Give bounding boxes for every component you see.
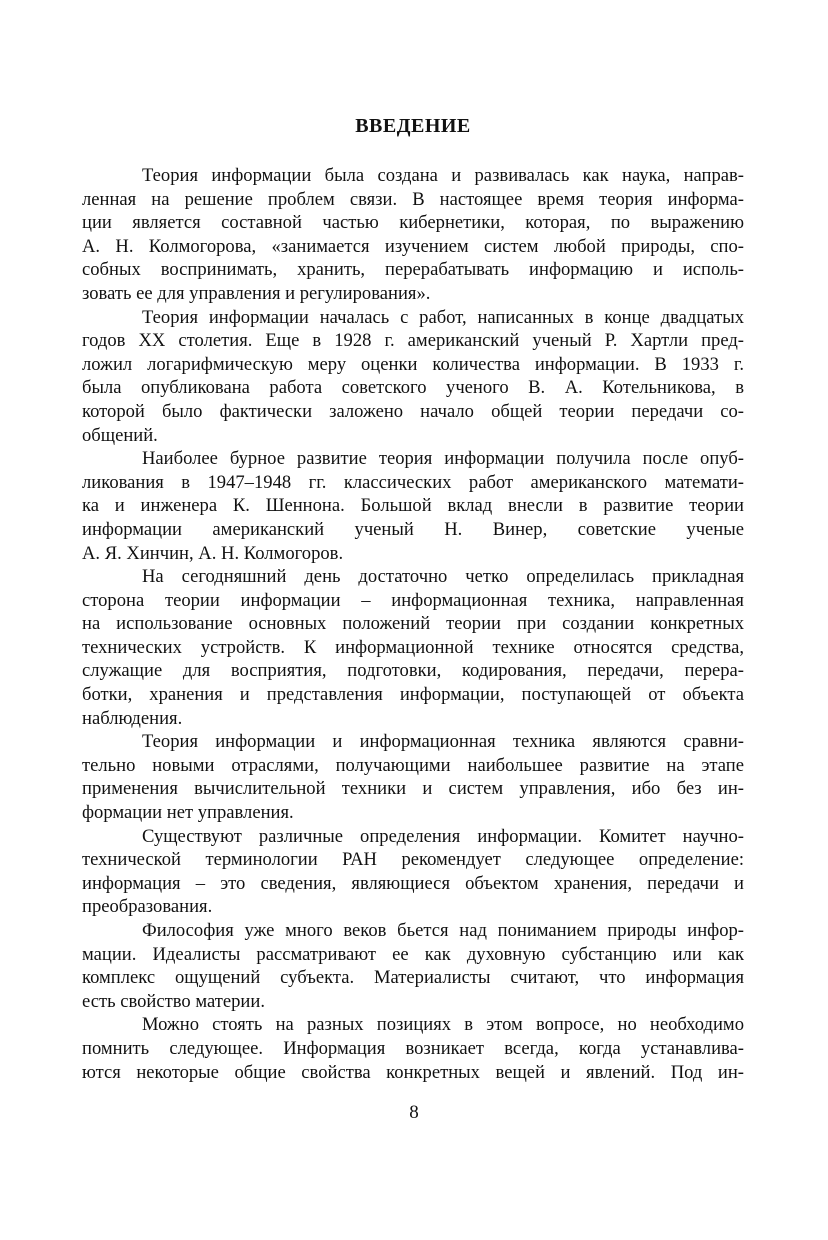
- text-line: информация – это сведения, являющиеся объектом хранения, передачи и: [82, 872, 744, 894]
- text-line: формации нет управления.: [82, 802, 294, 824]
- text-line: общений.: [82, 424, 158, 446]
- page-body: [82, 112, 744, 1084]
- text-line: Наиболее бурное развитие теория информации получила после опуб-: [142, 448, 744, 470]
- text-line: наблюдения.: [82, 707, 183, 729]
- paragraph: [82, 565, 744, 730]
- text-line: сторона теории информации – информационная техника, направленная: [82, 589, 744, 611]
- text-line: ложил логарифмическую меру оценки количества информации. В 1933 г.: [82, 353, 744, 375]
- page-title: ВВЕДЕНИЕ: [355, 115, 471, 137]
- paragraph: [82, 1013, 744, 1084]
- text-line: преобразования.: [82, 896, 213, 918]
- text-line: Теория информации и информационная техника являются сравни-: [142, 731, 744, 753]
- text-body: [82, 164, 744, 1084]
- paragraph: [82, 306, 744, 448]
- text-line: На сегодняшний день достаточно четко определилась прикладная: [142, 566, 744, 588]
- text-line: Можно стоять на разных позициях в этом вопросе, но необходимо: [142, 1014, 744, 1036]
- text-line: зовать ее для управления и регулирования».: [82, 282, 431, 304]
- text-line: комплекс ощущений субъекта. Материалисты считают, что информация: [82, 967, 744, 989]
- text-line: информации американский ученый Н. Винер, советские ученые: [82, 518, 744, 540]
- text-line: технической терминологии РАН рекомендует следующее определение:: [82, 849, 744, 871]
- text-line: тельно новыми отраслями, получающими наибольшее развитие на этапе: [82, 754, 744, 776]
- text-line: Теория информации была создана и развивалась как наука, направ-: [142, 165, 744, 186]
- text-line: ликования в 1947–1948 гг. классических работ американского математи-: [82, 471, 744, 493]
- paragraph: [82, 825, 744, 919]
- text-line: ются некоторые общие свойства конкретных вещей и явлений. Под ин-: [82, 1061, 744, 1083]
- text-line: помнить следующее. Информация возникает всегда, когда устанавлива-: [82, 1037, 744, 1059]
- text-line: Философия уже много веков бьется над пониманием природы инфор-: [142, 920, 744, 941]
- text-line: была опубликована работа советского ученого В. А. Котельникова, в: [82, 377, 744, 399]
- text-line: ленная на решение проблем связи. В настоящее время теория информа-: [82, 188, 744, 210]
- text-line: А. Я. Хинчин, А. Н. Колмогоров.: [82, 542, 344, 564]
- text-line: есть свойство материи.: [82, 990, 265, 1012]
- text-line: служащие для восприятия, подготовки, кодирования, передачи, перера-: [82, 660, 744, 682]
- text-line: Существуют различные определения информации. Комитет научно-: [142, 825, 744, 847]
- text-line: ботки, хранения и представления информации, поступающей от объекта: [82, 684, 744, 706]
- paragraph: [82, 919, 744, 1013]
- text-line: собных воспринимать, хранить, перерабатывать информацию и исполь-: [82, 259, 744, 281]
- paragraph: [82, 447, 744, 565]
- text-line: А. Н. Колмогорова, «занимается изучением систем любой природы, спо-: [82, 235, 744, 257]
- text-line: Теория информации началась с работ, написанных в конце двадцатых: [142, 306, 744, 328]
- text-line: которой было фактически заложено начало общей теории передачи со-: [82, 400, 744, 422]
- text-line: мации. Идеалисты рассматривают ее как духовную субстанцию или как: [82, 943, 744, 965]
- text-line: годов XX столетия. Еще в 1928 г. американский ученый Р. Хартли пред-: [82, 330, 744, 352]
- paragraph: [82, 730, 744, 824]
- text-line: на использование основных положений теории при создании конкретных: [82, 613, 744, 635]
- text-line: ка и инженера К. Шеннона. Большой вклад внесли в развитие теории: [82, 495, 744, 517]
- text-line: технических устройств. К информационной технике относятся средства,: [82, 636, 744, 658]
- text-line: ции является составной частью кибернетики, которая, по выражению: [82, 212, 744, 234]
- page-number: 8: [409, 1102, 419, 1123]
- text-line: применения вычислительной техники и систем управления, ибо без ин-: [82, 778, 744, 800]
- paragraph: [82, 164, 744, 306]
